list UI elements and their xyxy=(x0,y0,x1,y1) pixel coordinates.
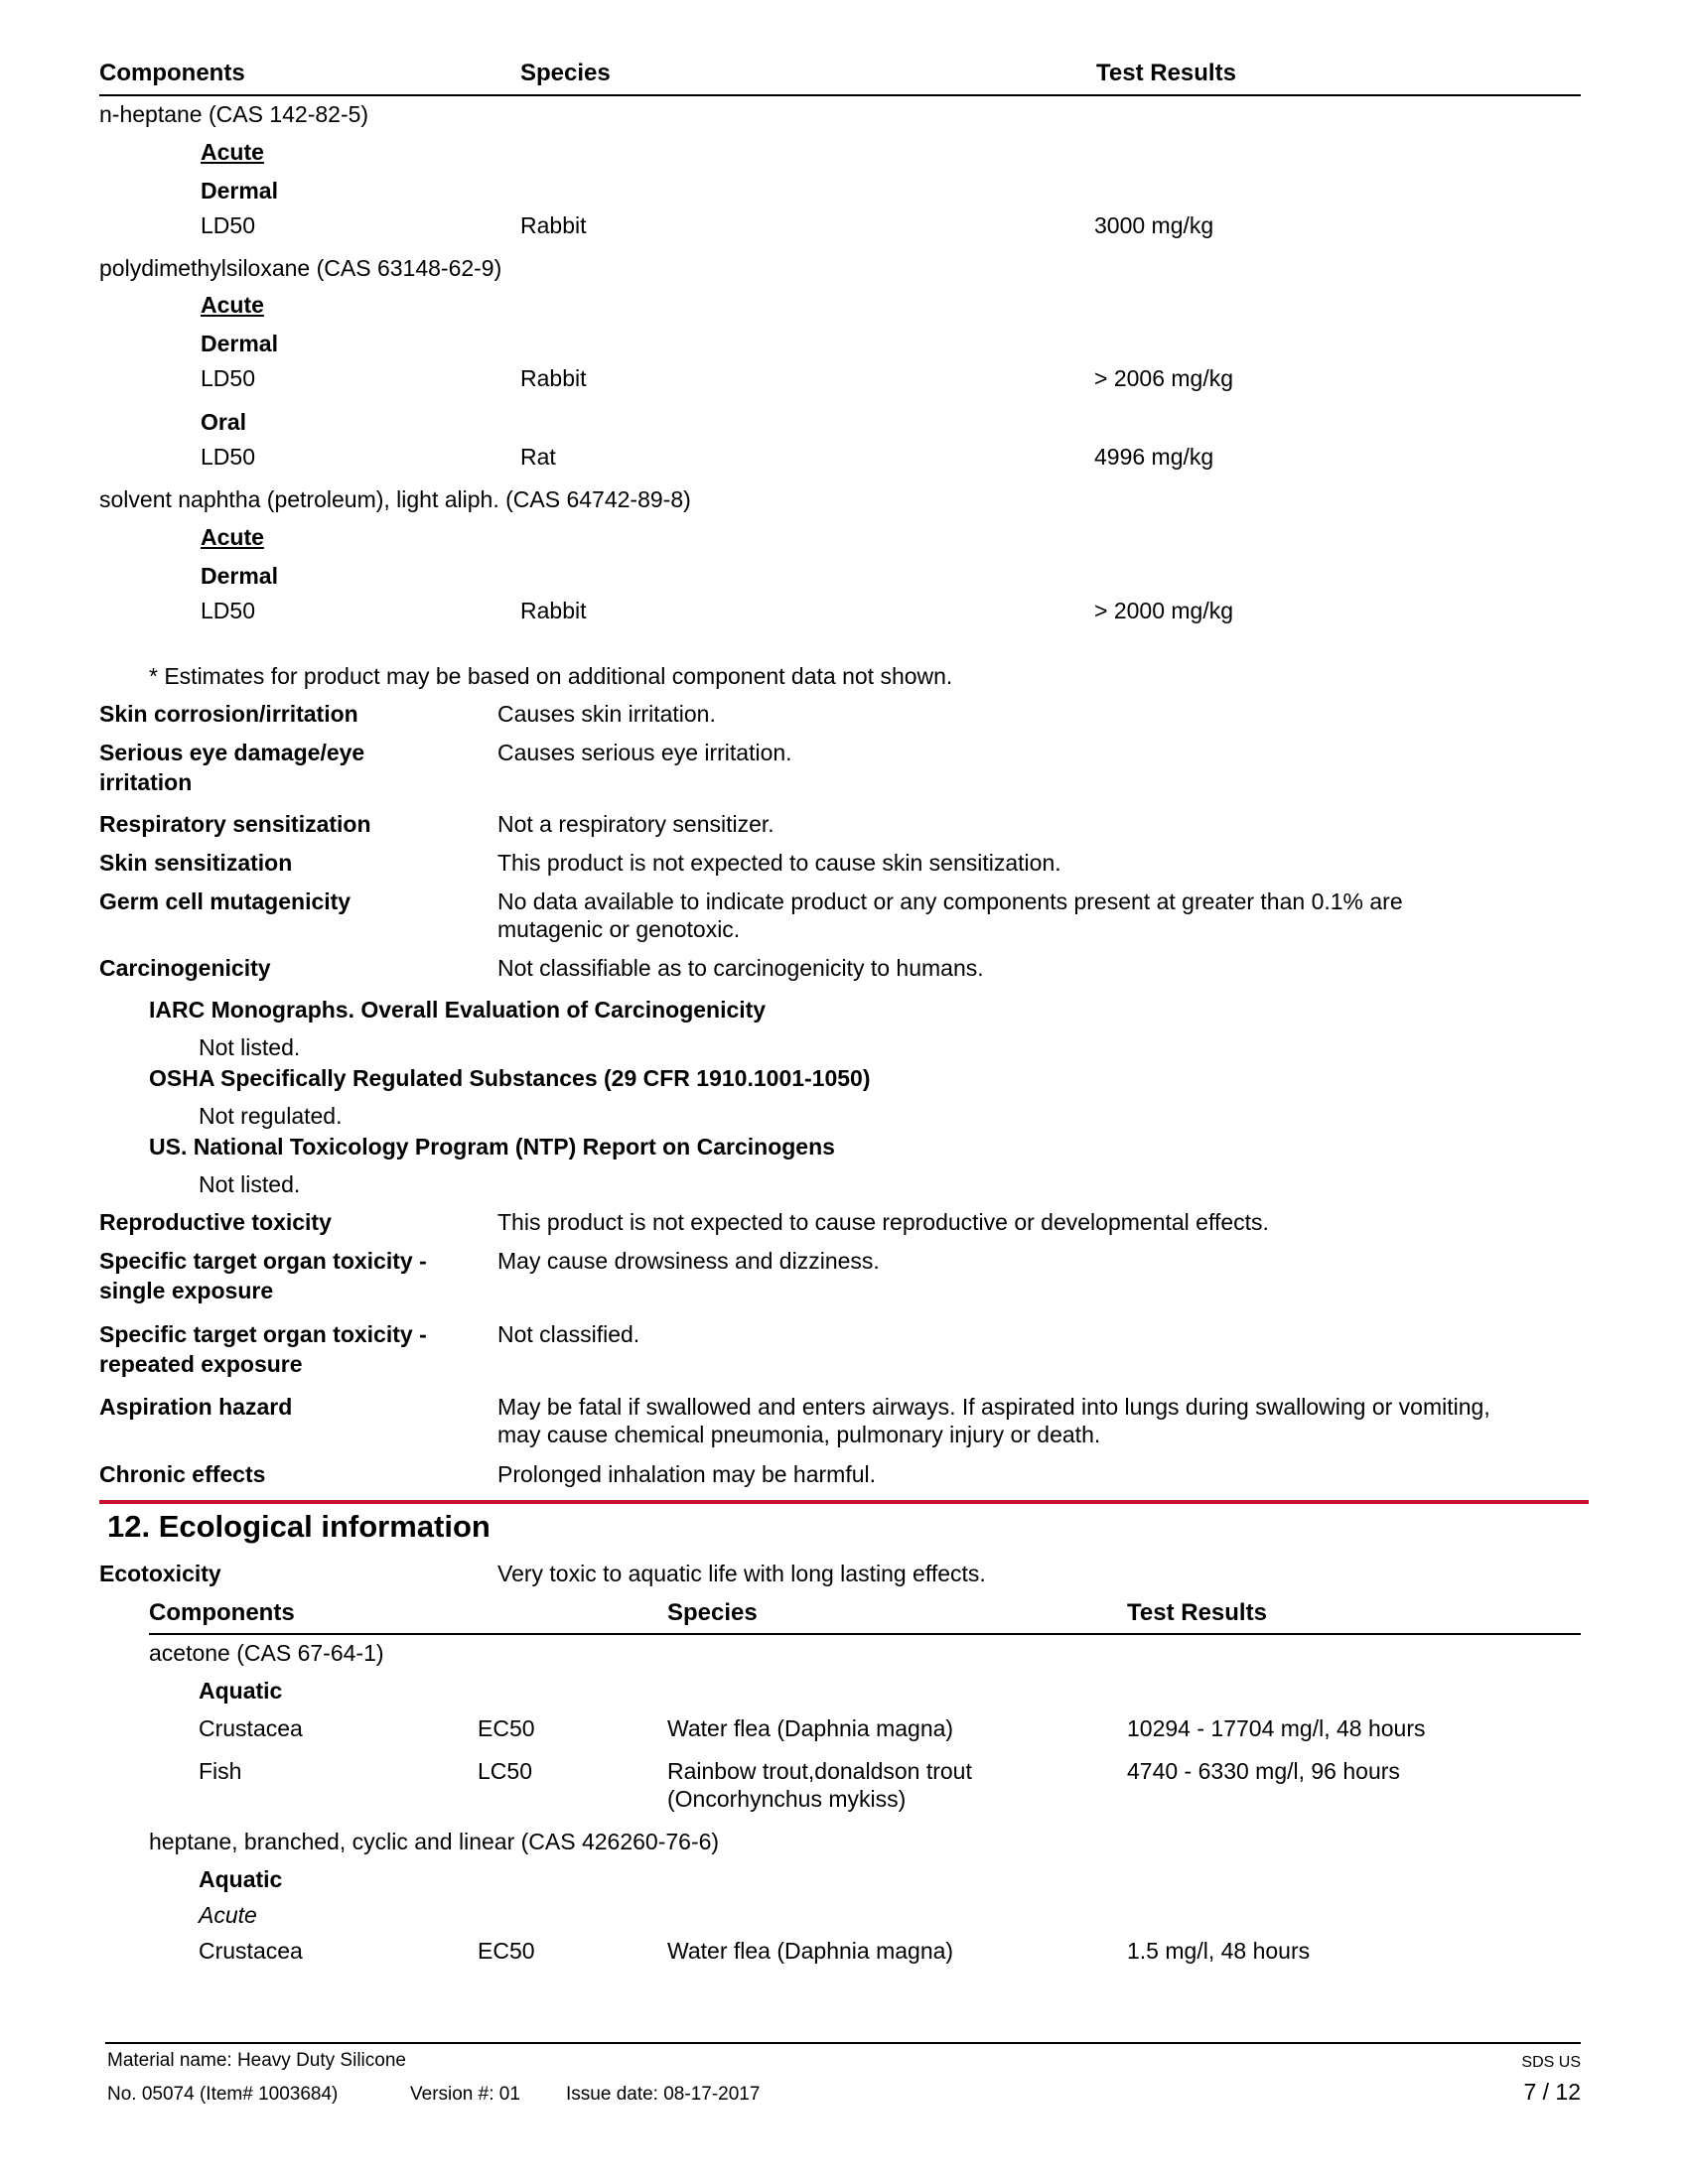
dermal-heading: Dermal xyxy=(201,563,278,589)
label-skin-corrosion: Skin corrosion/irritation xyxy=(99,701,358,727)
footer-rule xyxy=(105,2042,1581,2044)
label-eye-damage-line2: irritation xyxy=(99,769,193,795)
result-value: 4996 mg/kg xyxy=(1094,444,1214,470)
label-carcinogenicity: Carcinogenicity xyxy=(99,955,271,981)
iarc-value: Not listed. xyxy=(199,1034,301,1060)
tox-header-species: Species xyxy=(520,60,611,86)
label-ecotoxicity: Ecotoxicity xyxy=(99,1561,221,1586)
value-aspiration-line1: May be fatal if swallowed and enters airways. If aspirated into lungs during swallowing or vomiting, xyxy=(497,1394,1490,1420)
eco-header-rule xyxy=(149,1633,1581,1635)
acute-heading: Acute xyxy=(201,524,264,550)
acute-heading: Acute xyxy=(201,139,264,165)
value-carcinogenicity: Not classifiable as to carcinogenicity to humans. xyxy=(497,955,984,981)
section-divider xyxy=(99,1500,1589,1504)
value-stot-single: May cause drowsiness and dizziness. xyxy=(497,1248,880,1274)
tox-header-rule xyxy=(99,94,1581,96)
test-type: LD50 xyxy=(201,365,255,391)
result-value: 4740 - 6330 mg/l, 96 hours xyxy=(1127,1758,1400,1784)
label-stot-repeat-line2: repeated exposure xyxy=(99,1351,303,1377)
footer-sds-label: SDS US xyxy=(1521,2054,1581,2071)
value-skin-sens: This product is not expected to cause skin sensitization. xyxy=(497,850,1061,876)
footer-doc-number: No. 05074 (Item# 1003684) xyxy=(107,2084,339,2105)
test-type: LD50 xyxy=(201,444,255,470)
ntp-value: Not listed. xyxy=(199,1171,301,1197)
label-stot-repeat-line1: Specific target organ toxicity - xyxy=(99,1321,427,1347)
footer-page-number: 7 / 12 xyxy=(1523,2079,1581,2105)
acute-subheading: Acute xyxy=(199,1902,257,1928)
test-type: LD50 xyxy=(201,598,255,623)
result-value: > 2000 mg/kg xyxy=(1094,598,1234,623)
species-value-line2: (Oncorhynchus mykiss) xyxy=(667,1786,907,1812)
organism-value: Crustacea xyxy=(199,1715,303,1741)
species-value: Water flea (Daphnia magna) xyxy=(667,1715,954,1741)
aquatic-heading: Aquatic xyxy=(199,1866,283,1892)
label-skin-sens: Skin sensitization xyxy=(99,850,293,876)
species-value: Rabbit xyxy=(520,212,587,238)
result-value: > 2006 mg/kg xyxy=(1094,365,1234,391)
osha-title: OSHA Specifically Regulated Substances (29 CFR 1910.1001-1050) xyxy=(149,1065,871,1091)
iarc-title: IARC Monographs. Overall Evaluation of Carcinogenicity xyxy=(149,997,767,1023)
value-resp-sens: Not a respiratory sensitizer. xyxy=(497,811,774,837)
eco-header-results: Test Results xyxy=(1127,1599,1267,1626)
label-stot-single-line1: Specific target organ toxicity - xyxy=(99,1248,427,1274)
value-skin-corrosion: Causes skin irritation. xyxy=(497,701,716,727)
species-value: Rabbit xyxy=(520,365,587,391)
footer-material-name: Material name: Heavy Duty Silicone xyxy=(107,2050,406,2071)
value-germ-cell-line2: mutagenic or genotoxic. xyxy=(497,916,741,942)
value-ecotoxicity: Very toxic to aquatic life with long lasting effects. xyxy=(497,1561,986,1586)
test-type: LD50 xyxy=(201,212,255,238)
label-repro: Reproductive toxicity xyxy=(99,1209,332,1235)
test-type: LC50 xyxy=(478,1758,532,1784)
test-type: EC50 xyxy=(478,1938,535,1964)
ntp-title: US. National Toxicology Program (NTP) Report on Carcinogens xyxy=(149,1134,835,1160)
label-chronic: Chronic effects xyxy=(99,1461,266,1487)
label-eye-damage-line1: Serious eye damage/eye xyxy=(99,740,365,765)
result-value: 10294 - 17704 mg/l, 48 hours xyxy=(1127,1715,1426,1741)
value-chronic: Prolonged inhalation may be harmful. xyxy=(497,1461,877,1487)
tox-header-components: Components xyxy=(99,60,245,86)
eco-header-components: Components xyxy=(149,1599,295,1626)
tox-component-name: n-heptane (CAS 142-82-5) xyxy=(99,101,369,127)
osha-value: Not regulated. xyxy=(199,1103,343,1129)
organism-value: Fish xyxy=(199,1758,242,1784)
organism-value: Crustacea xyxy=(199,1938,303,1964)
result-value: 3000 mg/kg xyxy=(1094,212,1214,238)
species-value-line1: Rainbow trout,donaldson trout xyxy=(667,1758,972,1784)
species-value: Water flea (Daphnia magna) xyxy=(667,1938,954,1964)
result-value: 1.5 mg/l, 48 hours xyxy=(1127,1938,1311,1964)
footer-version: Version #: 01 xyxy=(410,2084,520,2105)
tox-component-name: polydimethylsiloxane (CAS 63148-62-9) xyxy=(99,255,502,281)
oral-heading: Oral xyxy=(201,409,247,435)
test-type: EC50 xyxy=(478,1715,535,1741)
label-stot-single-line2: single exposure xyxy=(99,1278,274,1303)
value-stot-repeat: Not classified. xyxy=(497,1321,640,1347)
dermal-heading: Dermal xyxy=(201,178,278,204)
label-aspiration: Aspiration hazard xyxy=(99,1394,293,1420)
label-germ-cell: Germ cell mutagenicity xyxy=(99,888,352,914)
acute-heading: Acute xyxy=(201,292,264,318)
label-resp-sens: Respiratory sensitization xyxy=(99,811,371,837)
estimates-footnote: * Estimates for product may be based on additional component data not shown. xyxy=(149,663,953,689)
dermal-heading: Dermal xyxy=(201,331,278,356)
species-value: Rabbit xyxy=(520,598,587,623)
eco-component-name: heptane, branched, cyclic and linear (CAS 426260-76-6) xyxy=(149,1829,720,1854)
eco-component-name: acetone (CAS 67-64-1) xyxy=(149,1640,384,1666)
footer-issue-date: Issue date: 08-17-2017 xyxy=(566,2084,761,2105)
species-value: Rat xyxy=(520,444,556,470)
value-eye-damage: Causes serious eye irritation. xyxy=(497,740,792,765)
value-aspiration-line2: may cause chemical pneumonia, pulmonary injury or death. xyxy=(497,1422,1101,1447)
value-repro: This product is not expected to cause reproductive or developmental effects. xyxy=(497,1209,1269,1235)
tox-header-results: Test Results xyxy=(1096,60,1236,86)
tox-component-name: solvent naphtha (petroleum), light aliph. (CAS 64742-89-8) xyxy=(99,486,691,512)
section-title-ecological: 12. Ecological information xyxy=(107,1509,491,1544)
aquatic-heading: Aquatic xyxy=(199,1678,283,1704)
value-germ-cell-line1: No data available to indicate product or any components present at greater than 0.1% are xyxy=(497,888,1403,914)
eco-header-species: Species xyxy=(667,1599,758,1626)
